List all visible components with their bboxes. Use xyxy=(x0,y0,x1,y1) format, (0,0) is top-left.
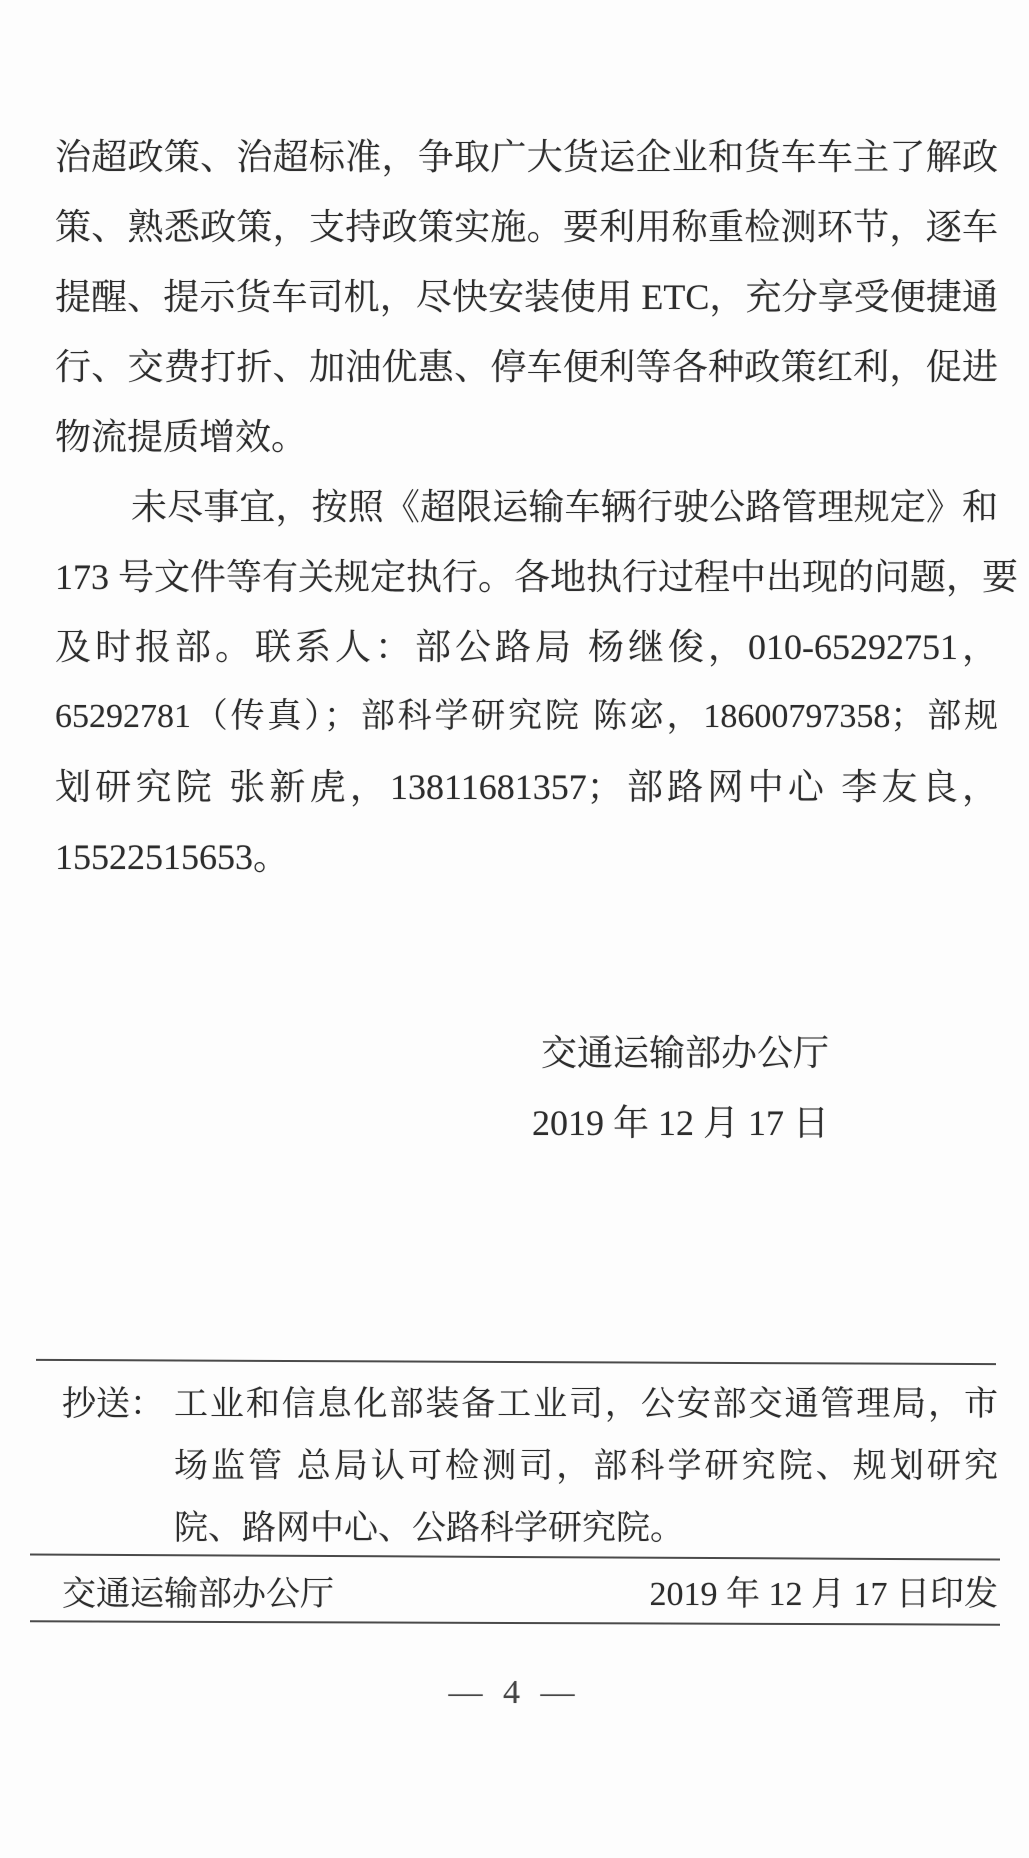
body-line: 及时报部。联系人：部公路局 杨继俊，010-65292751， xyxy=(55,627,998,667)
issuing-office: 交通运输部办公厅 xyxy=(62,1575,334,1613)
body-line: 15522515653。 xyxy=(55,837,290,877)
body-line: 行、交费打折、加油优惠、停车便利等各种政策红利，促进 xyxy=(55,347,998,387)
cc-line: 工业和信息化部装备工业司，公安部交通管理局，市 xyxy=(174,1386,998,1423)
body-line: 策、熟悉政策，支持政策实施。要利用称重检测环节，逐车 xyxy=(55,207,998,247)
signature-date: 2019 年 12 月 17 日 xyxy=(531,1103,829,1143)
body-line: 未尽事宜，按照《超限运输车辆行驶公路管理规定》和 xyxy=(131,487,998,527)
signature-block xyxy=(0,1018,1029,1158)
body-text xyxy=(55,122,1019,892)
body-line: 物流提质增效。 xyxy=(55,417,308,457)
signature-org: 交通运输部办公厅 xyxy=(540,1033,829,1073)
cc-line: 院、路网中心、公路科学研究院。 xyxy=(174,1510,684,1547)
colophon-row xyxy=(62,1558,998,1622)
page-number: — 4 — xyxy=(448,1674,581,1711)
body-line: 173 号文件等有关规定执行。各地执行过程中出现的问题，要 xyxy=(55,557,1019,597)
body-line: 提醒、提示货车司机，尽快安装使用 ETC，充分享受便捷通 xyxy=(55,277,998,317)
print-date: 2019 年 12 月 17 日印发 xyxy=(649,1575,998,1613)
body-line: 65292781（传真）；部科学研究院 陈宓，18600797358；部规 xyxy=(55,698,998,735)
footer-top-rule xyxy=(36,1359,996,1365)
cc-lines xyxy=(174,1374,998,1560)
cc-label: 抄送： xyxy=(62,1386,164,1423)
cc-line: 场监管 总局认可检测司，部科学研究院、规划研究 xyxy=(174,1448,998,1485)
body-line: 划研究院 张新虎，13811681357；部路网中心 李友良， xyxy=(55,767,998,807)
cc-block xyxy=(62,1374,998,1560)
body-line: 治超政策、治超标准，争取广大货运企业和货车车主了解政 xyxy=(55,137,998,177)
